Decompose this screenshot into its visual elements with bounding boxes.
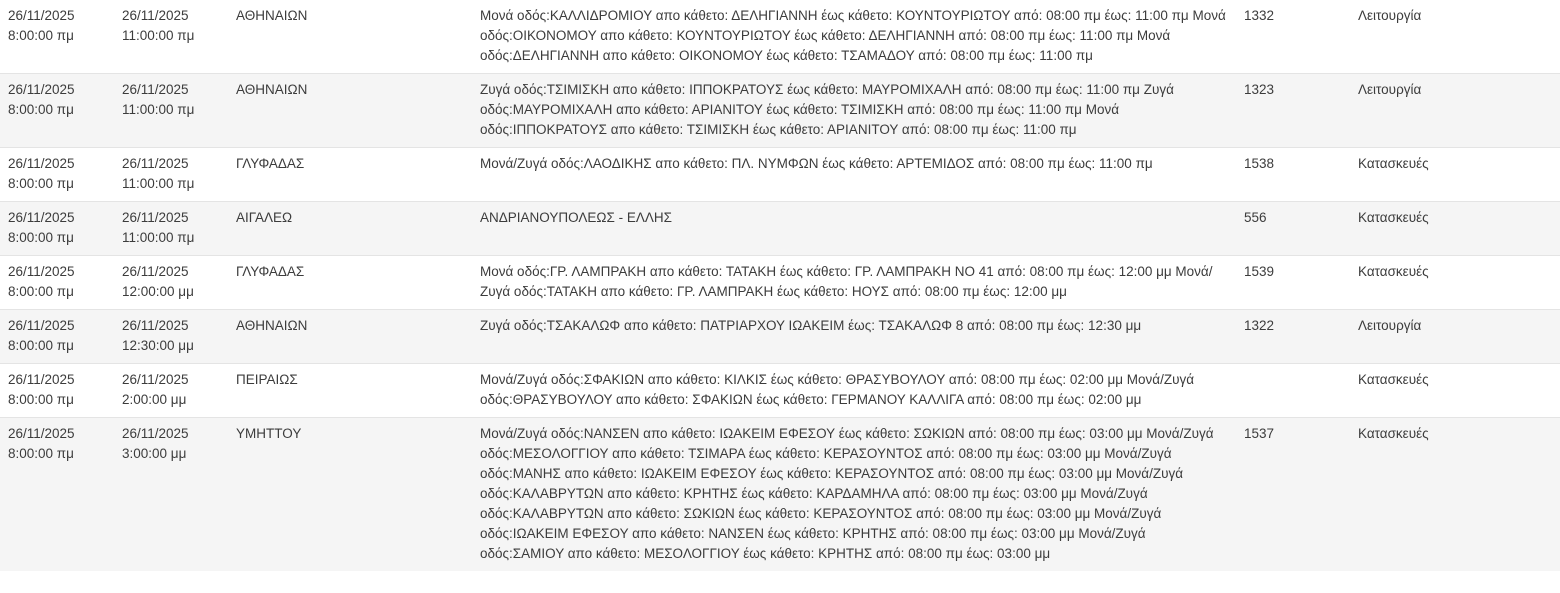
- start-time: 8:00:00 πμ: [8, 102, 74, 117]
- end-datetime-cell: [114, 418, 228, 572]
- end-date: 26/11/2025: [122, 318, 189, 333]
- end-datetime-cell: [114, 148, 228, 202]
- area-cell: ΑΘΗΝΑΙΩΝ: [228, 310, 472, 364]
- area-cell: ΑΘΗΝΑΙΩΝ: [228, 74, 472, 148]
- description-cell: Μονά/Ζυγά οδός:ΛΑΟΔΙΚΗΣ απο κάθετο: ΠΛ. ΝΥΜΦΩΝ έως κάθετο: ΑΡΤΕΜΙΔΟΣ από: 08:00 πμ έως: 11:00 πμ: [472, 148, 1236, 202]
- end-datetime-cell: [114, 74, 228, 148]
- area-cell: ΓΛΥΦΑΔΑΣ: [228, 148, 472, 202]
- end-datetime-cell: [114, 0, 228, 74]
- area-cell: ΓΛΥΦΑΔΑΣ: [228, 256, 472, 310]
- end-time: 11:00:00 πμ: [122, 230, 195, 245]
- code-cell: 1332: [1236, 0, 1350, 74]
- reason-cell: Κατασκευές: [1350, 364, 1560, 418]
- reason-cell: Κατασκευές: [1350, 202, 1560, 256]
- end-datetime-cell: [114, 256, 228, 310]
- end-time: 3:00:00 μμ: [122, 446, 187, 461]
- start-date: 26/11/2025: [8, 318, 75, 333]
- reason-cell: Λειτουργία: [1350, 0, 1560, 74]
- end-time: 11:00:00 πμ: [122, 176, 195, 191]
- description-cell: Μονά οδός:ΚΑΛΛΙΔΡΟΜΙΟΥ απο κάθετο: ΔΕΛΗΓΙΑΝΝΗ έως κάθετο: ΚΟΥΝΤΟΥΡΙΩΤΟΥ από: 08:00 πμ έως: 11:00 πμ Μονά οδός:ΟΙΚΟΝΟΜΟΥ απο κάθετο: ΚΟΥΝΤΟΥΡΙΩΤΟΥ έως κάθετο: ΔΕΛΗΓΙΑΝΝΗ από: 08:00 πμ έως: 11:00 πμ Μονά οδός:ΔΕΛΗΓΙΑΝΝΗ απο κάθετο: ΟΙΚΟΝΟΜΟΥ έως κάθετο: ΤΣΑΜΑΔΟΥ από: 08:00 πμ έως: 11:00 πμ: [472, 0, 1236, 74]
- reason-cell: Λειτουργία: [1350, 310, 1560, 364]
- end-date: 26/11/2025: [122, 82, 189, 97]
- code-cell: 1539: [1236, 256, 1350, 310]
- table-row: [0, 202, 1560, 256]
- area-cell: ΠΕΙΡΑΙΩΣ: [228, 364, 472, 418]
- end-date: 26/11/2025: [122, 264, 189, 279]
- table-row: [0, 148, 1560, 202]
- reason-cell: Κατασκευές: [1350, 148, 1560, 202]
- end-time: 11:00:00 πμ: [122, 102, 195, 117]
- table-row: [0, 364, 1560, 418]
- code-cell: 1537: [1236, 418, 1350, 572]
- code-cell: 1322: [1236, 310, 1350, 364]
- table-row: [0, 0, 1560, 74]
- start-time: 8:00:00 πμ: [8, 338, 74, 353]
- start-time: 8:00:00 πμ: [8, 446, 74, 461]
- start-datetime-cell: [0, 74, 114, 148]
- end-date: 26/11/2025: [122, 8, 189, 23]
- end-date: 26/11/2025: [122, 156, 189, 171]
- code-cell: 556: [1236, 202, 1350, 256]
- start-date: 26/11/2025: [8, 372, 75, 387]
- description-cell: Μονά/Ζυγά οδός:ΣΦΑΚΙΩΝ απο κάθετο: ΚΙΛΚΙΣ έως κάθετο: ΘΡΑΣΥΒΟΥΛΟΥ από: 08:00 πμ έως: 02:00 μμ Μονά/Ζυγά οδός:ΘΡΑΣΥΒΟΥΛΟΥ απο κάθετο: ΣΦΑΚΙΩΝ έως κάθετο: ΓΕΡΜΑΝΟΥ ΚΑΛΛΙΓΑ από: 08:00 πμ έως: 02:00 μμ: [472, 364, 1236, 418]
- start-date: 26/11/2025: [8, 264, 75, 279]
- reason-cell: Κατασκευές: [1350, 256, 1560, 310]
- start-date: 26/11/2025: [8, 210, 75, 225]
- end-date: 26/11/2025: [122, 210, 189, 225]
- start-datetime-cell: [0, 364, 114, 418]
- start-time: 8:00:00 πμ: [8, 392, 74, 407]
- end-time: 12:00:00 μμ: [122, 284, 194, 299]
- start-time: 8:00:00 πμ: [8, 230, 74, 245]
- code-cell: 1538: [1236, 148, 1350, 202]
- description-cell: Μονά οδός:ΓΡ. ΛΑΜΠΡΑΚΗ απο κάθετο: ΤΑΤΑΚΗ έως κάθετο: ΓΡ. ΛΑΜΠΡΑΚΗ ΝΟ 41 από: 08:00 πμ έως: 12:00 μμ Μονά/Ζυγά οδός:ΤΑΤΑΚΗ απο κάθετο: ΓΡ. ΛΑΜΠΡΑΚΗ έως κάθετο: ΗΟΥΣ από: 08:00 πμ έως: 12:00 μμ: [472, 256, 1236, 310]
- start-date: 26/11/2025: [8, 82, 75, 97]
- reason-cell: Λειτουργία: [1350, 74, 1560, 148]
- start-datetime-cell: [0, 418, 114, 572]
- description-cell: ΑΝΔΡΙΑΝΟΥΠΟΛΕΩΣ - ΕΛΛΗΣ: [472, 202, 1236, 256]
- end-time: 11:00:00 πμ: [122, 28, 195, 43]
- start-datetime-cell: [0, 148, 114, 202]
- code-cell: [1236, 364, 1350, 418]
- start-time: 8:00:00 πμ: [8, 284, 74, 299]
- area-cell: ΥΜΗΤΤΟΥ: [228, 418, 472, 572]
- table-row: [0, 310, 1560, 364]
- start-time: 8:00:00 πμ: [8, 28, 74, 43]
- table-row: [0, 74, 1560, 148]
- end-time: 2:00:00 μμ: [122, 392, 187, 407]
- start-datetime-cell: [0, 202, 114, 256]
- area-cell: ΑΘΗΝΑΙΩΝ: [228, 0, 472, 74]
- end-date: 26/11/2025: [122, 372, 189, 387]
- area-cell: ΑΙΓΑΛΕΩ: [228, 202, 472, 256]
- end-datetime-cell: [114, 364, 228, 418]
- table-row: [0, 418, 1560, 572]
- table-row: [0, 256, 1560, 310]
- start-date: 26/11/2025: [8, 156, 75, 171]
- start-date: 26/11/2025: [8, 426, 75, 441]
- start-datetime-cell: [0, 310, 114, 364]
- start-date: 26/11/2025: [8, 8, 75, 23]
- code-cell: 1323: [1236, 74, 1350, 148]
- description-cell: Ζυγά οδός:ΤΣΑΚΑΛΩΦ απο κάθετο: ΠΑΤΡΙΑΡΧΟΥ ΙΩΑΚΕΙΜ έως: ΤΣΑΚΑΛΩΦ 8 από: 08:00 πμ έως: 12:30 μμ: [472, 310, 1236, 364]
- start-time: 8:00:00 πμ: [8, 176, 74, 191]
- end-datetime-cell: [114, 310, 228, 364]
- reason-cell: Κατασκευές: [1350, 418, 1560, 572]
- start-datetime-cell: [0, 256, 114, 310]
- end-datetime-cell: [114, 202, 228, 256]
- description-cell: Μονά/Ζυγά οδός:ΝΑΝΣΕΝ απο κάθετο: ΙΩΑΚΕΙΜ ΕΦΕΣΟΥ έως κάθετο: ΣΩΚΙΩΝ από: 08:00 πμ έως: 03:00 μμ Μονά/Ζυγά οδός:ΜΕΣΟΛΟΓΓΙΟΥ απο κάθετο: ΤΣΙΜΑΡΑ έως κάθετο: ΚΕΡΑΣΟΥΝΤΟΣ από: 08:00 πμ έως: 03:00 μμ Μονά/Ζυγά οδός:ΜΑΝΗΣ απο κάθετο: ΙΩΑΚΕΙΜ ΕΦΕΣΟΥ έως κάθετο: ΚΕΡΑΣΟΥΝΤΟΣ από: 08:00 πμ έως: 03:00 μμ Μονά/Ζυγά οδός:ΚΑΛΑΒΡΥΤΩΝ απο κάθετο: ΚΡΗΤΗΣ έως κάθετο: ΚΑΡΔΑΜΗΛΑ από: 08:00 πμ έως: 03:00 μμ Μονά/Ζυγά οδός:ΚΑΛΑΒΡΥΤΩΝ απο κάθετο: ΣΩΚΙΩΝ έως κάθετο: ΚΕΡΑΣΟΥΝΤΟΣ από: 08:00 πμ έως: 03:00 μμ Μονά/Ζυγά οδός:ΙΩΑΚΕΙΜ ΕΦΕΣΟΥ απο κάθετο: ΝΑΝΣΕΝ έως κάθετο: ΚΡΗΤΗΣ από: 08:00 πμ έως: 03:00 μμ Μονά/Ζυγά οδός:ΣΑΜΙΟΥ απο κάθετο: ΜΕΣΟΛΟΓΓΙΟΥ έως κάθετο: ΚΡΗΤΗΣ από: 08:00 πμ έως: 03:00 μμ: [472, 418, 1236, 572]
- end-date: 26/11/2025: [122, 426, 189, 441]
- end-time: 12:30:00 μμ: [122, 338, 194, 353]
- description-cell: Ζυγά οδός:ΤΣΙΜΙΣΚΗ απο κάθετο: ΙΠΠΟΚΡΑΤΟΥΣ έως κάθετο: ΜΑΥΡΟΜΙΧΑΛΗ από: 08:00 πμ έως: 11:00 πμ Ζυγά οδός:ΜΑΥΡΟΜΙΧΑΛΗ απο κάθετο: ΑΡΙΑΝΙΤΟΥ έως κάθετο: ΤΣΙΜΙΣΚΗ από: 08:00 πμ έως: 11:00 πμ Μονά οδός:ΙΠΠΟΚΡΑΤΟΥΣ απο κάθετο: ΤΣΙΜΙΣΚΗ έως κάθετο: ΑΡΙΑΝΙΤΟΥ από: 08:00 πμ έως: 11:00 πμ: [472, 74, 1236, 148]
- start-datetime-cell: [0, 0, 114, 74]
